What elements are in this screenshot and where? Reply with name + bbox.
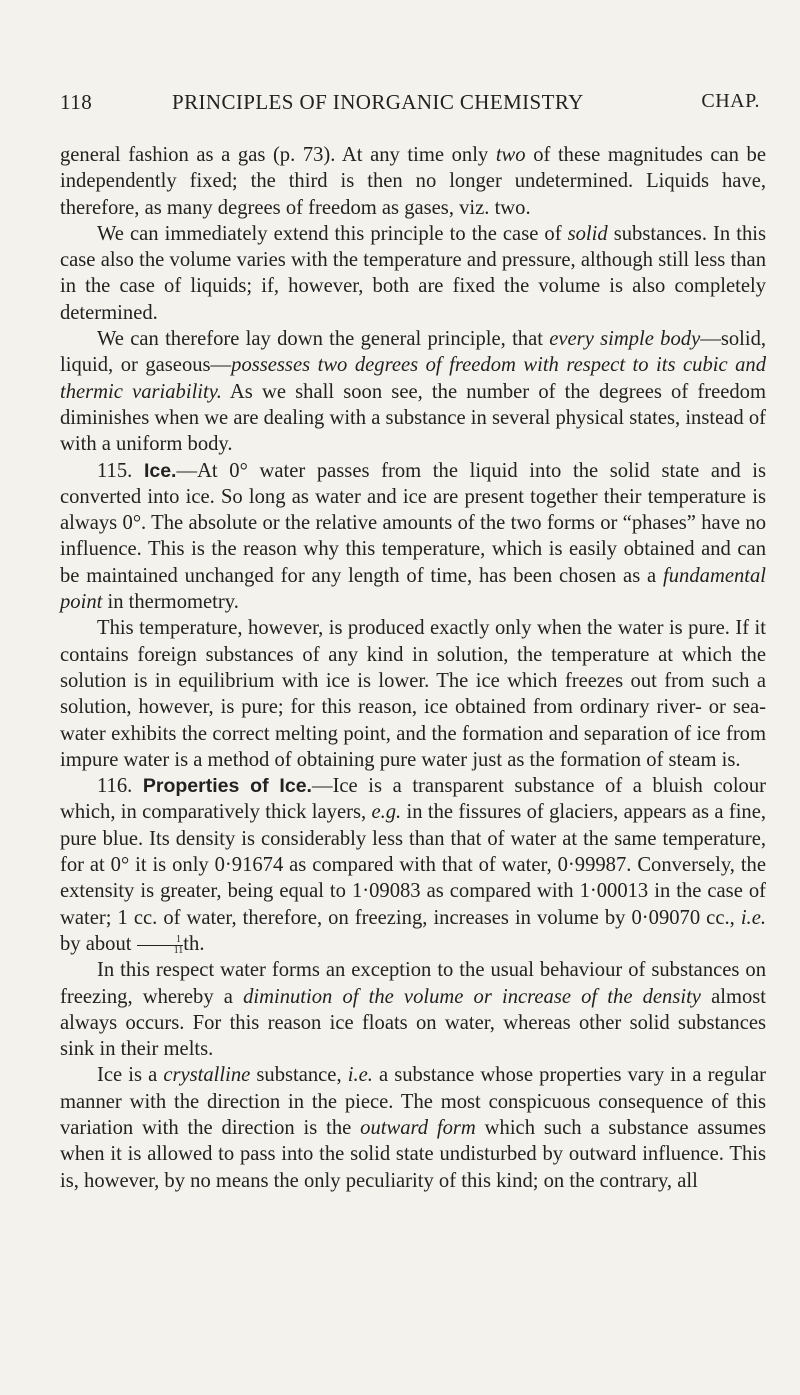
fraction-one-eleventh: $\frac{1}{11}$	[137, 935, 184, 956]
section-116-properties: 116. Properties of Ice.—Ice is a transparent substance of a bluish colour which, in comparatively thick layers, e.g. in the fissures of glaciers, appears as a fine, pure blue. Its density is considerably less than that of water at the same temperature, for at 0° it is only 0·91674 as compared with that of water, 0·99987. Conversely, the extensity is greater, being equal to 1·09083 as compared with 1·00013 in the case of water; 1 cc. of water, therefore, on freezing, increases in volume by 0·09070 cc., i.e. by about $\frac{1}{11}$ th.	[60, 775, 767, 956]
running-header	[60, 90, 760, 120]
paragraph-crystalline: Ice is a crystalline substance, i.e. a substance whose properties vary in a regular manner with the direction in the piece. The most conspicuous consequence of this variation with the direction is the outward form which such a substance assumes when it is allowed to pass into the solid state undisturbed by outward influence. This is, however, by no means the only peculiarity of this kind; on the contrary, all	[60, 1064, 766, 1192]
paragraph-exception: In this respect water forms an exception to the usual behaviour of substances on freezing, whereby a diminution of the volume or increase of the density almost always occurs. For this reason ice floats on water, whereas other solid substances sink in their melts.	[60, 959, 766, 1061]
page-body	[60, 142, 766, 1194]
page-number: 118	[60, 90, 93, 114]
running-title: PRINCIPLES OF INORGANIC CHEMISTRY	[172, 90, 584, 114]
paragraph-general-principle: We can therefore lay down the general principle, that every simple body—solid, liquid, or gaseous—possesses two degrees of freedom with respect to its cubic and thermic variability. As we shall soon see, the number of the degrees of freedom diminishes when we are dealing with a substance in several physical states, instead of with a uniform body.	[60, 328, 767, 456]
section-heading-properties-of-ice: Properties of Ice.	[142, 775, 312, 798]
paragraph-continuation: general fashion as a gas (p. 73). At any time only two of these magnitudes can be independently fixed; the third is then no longer undetermined. Liquids have, therefore, as many degrees of freedom as gases, viz. two.	[60, 144, 766, 219]
chapter-label: CHAP.	[701, 90, 760, 112]
section-heading-ice: Ice.	[143, 459, 177, 482]
paragraph-pure-water: This temperature, however, is produced exactly only when the water is pure. If it contains foreign substances of any kind in solution, the temperature at which the solution is in equilibrium with ice is lower. The ice which freezes out from such a solution, however, is pure; for this reason, ice obtained from ordinary river- or sea-water exhibits the correct melting point, and the formation and separation of ice from impure water is a method of obtaining pure water just as the formation of steam is.	[60, 617, 766, 771]
section-115-ice: 115. Ice.—At 0° water passes from the liquid into the solid state and is converted into ice. So long as water and ice are present together their temperature is always 0°. The absolute or the relative amounts of the two forms or “phases” have no influence. This is the reason why this temperature, which is easily obtained and can be maintained unchanged for any length of time, has been chosen as a fundamental point in thermometry.	[60, 459, 766, 614]
paragraph-solid-substances: We can immediately extend this principle to the case of solid substances. In this case also the volume varies with the temperature and pressure, although still less than in the case of liquids; if, however, both are fixed the volume is also completely determined.	[60, 222, 766, 324]
